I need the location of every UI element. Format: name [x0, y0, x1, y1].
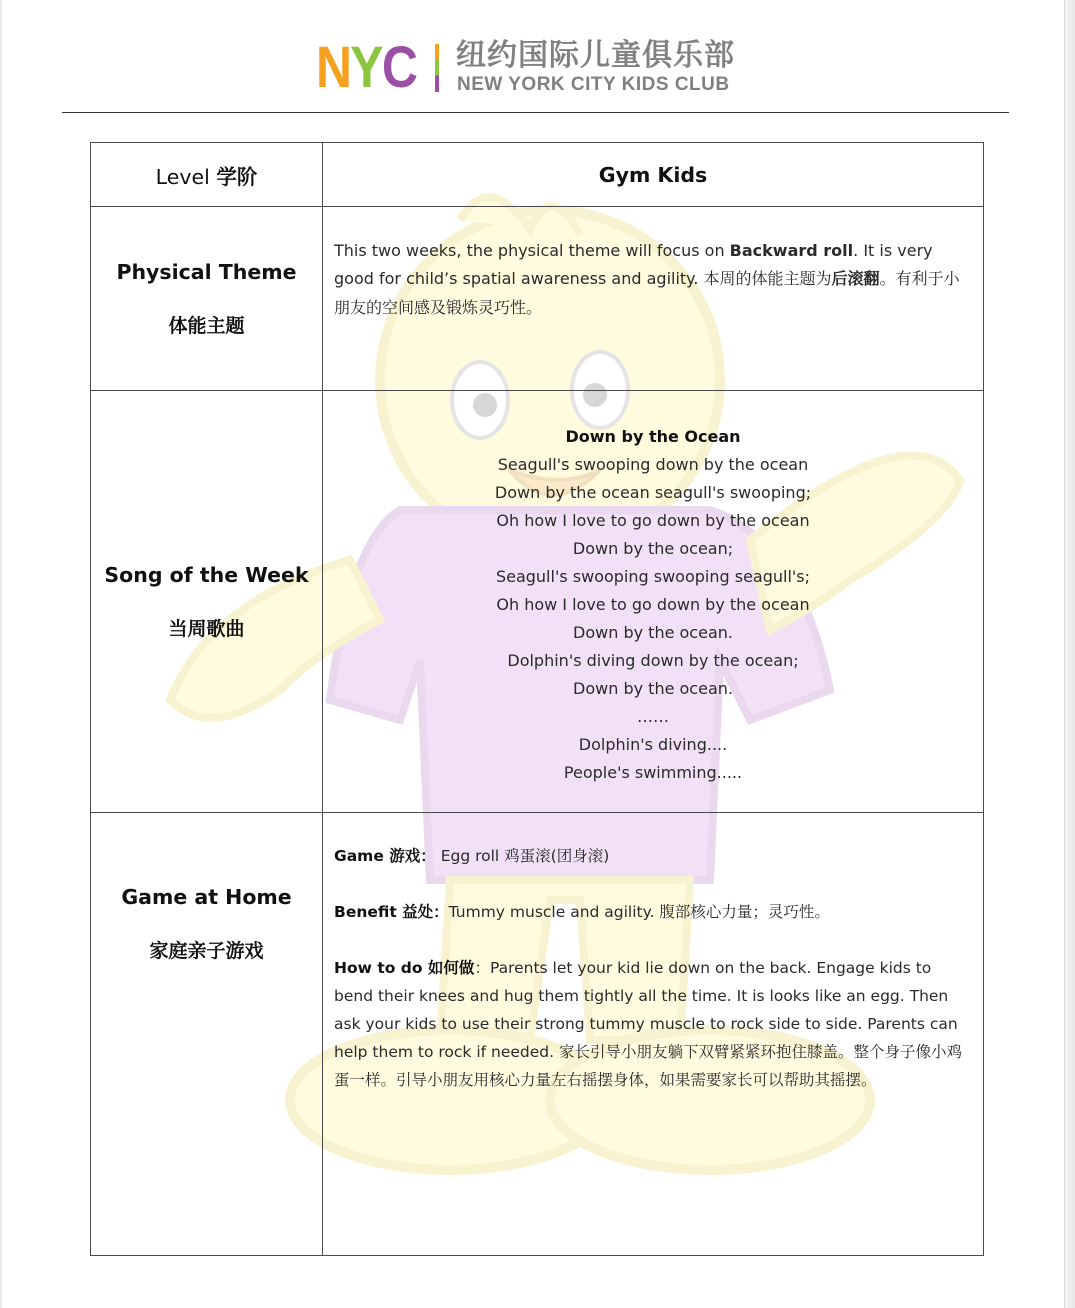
game-row [91, 813, 984, 1256]
physical-theme-text [324, 237, 982, 323]
song-label-cn: 当周歌曲 [168, 617, 245, 640]
benefit-line [334, 898, 972, 926]
physical-theme-label-cell [91, 207, 323, 391]
level-label-cell [91, 143, 323, 207]
lyric-line: People's swimming..... [563, 762, 743, 782]
theme-text-part: . It is very good for child’s spatial awareness and agility. 本周的体能主题为 [334, 240, 933, 289]
level-row [91, 143, 984, 207]
lyric-line: Seagull's swooping swooping seagull's; [495, 566, 811, 586]
benefit-label: Benefit 益处： [334, 903, 449, 921]
lyric-line: Oh how I love to go down by the ocean [496, 594, 810, 614]
game-details [324, 842, 982, 1094]
lyric-line: Down by the ocean. [573, 678, 733, 698]
game-content-cell [323, 813, 984, 1256]
logo-letter-y: Y [350, 35, 382, 100]
game-name-label: Game 游戏： [334, 847, 436, 865]
physical-theme-label-cn: 体能主题 [168, 314, 245, 337]
lesson-table [90, 142, 984, 1256]
lyric-line: Down by the ocean. [573, 622, 733, 642]
club-header [0, 36, 1075, 100]
theme-text-part: 。有利于小朋友的空间感及锻炼灵巧性。 [334, 269, 960, 317]
spacer [334, 926, 972, 954]
lyric-line: …… [637, 706, 669, 726]
spacer [334, 870, 972, 898]
logo-english-name: NEW YORK CITY KIDS CLUB [457, 74, 730, 95]
logo-letter-c: C [381, 35, 417, 100]
song-row [91, 391, 984, 813]
song-label-cell [91, 391, 323, 813]
lyric-line: Down by the ocean; [572, 538, 734, 558]
song-content-cell [323, 391, 984, 813]
physical-theme-label-en: Physical Theme [116, 259, 297, 284]
level-value: Gym Kids [598, 162, 708, 187]
theme-text-part: This two weeks, the physical theme will focus on [334, 240, 730, 260]
game-name-line [334, 842, 972, 870]
page-edge-right [1064, 0, 1075, 1308]
howto-line [334, 954, 972, 1094]
physical-theme-row [91, 207, 984, 391]
theme-skill-name: Backward roll [729, 240, 854, 260]
lyric-line: Seagull's swooping down by the ocean [497, 454, 809, 474]
level-label-cn: 学阶 [216, 164, 258, 189]
level-value-cell [323, 143, 984, 207]
physical-theme-content-cell [323, 207, 984, 391]
nyc-logo [316, 35, 417, 100]
howto-label: How to do 如何做 [334, 959, 475, 977]
logo-chinese-name: 纽约国际儿童俱乐部 [456, 38, 735, 73]
lyric-line: Oh how I love to go down by the ocean [496, 510, 810, 530]
game-name-value: Egg roll 鸡蛋滚(团身滚) [440, 847, 610, 865]
lyric-line: Dolphin's diving down by the ocean; [507, 650, 799, 670]
lyric-line: Dolphin's diving.... [578, 734, 728, 754]
logo-divider [435, 44, 439, 92]
lyric-line: Down by the ocean seagull's swooping; [494, 482, 812, 502]
header-rule [62, 112, 1009, 113]
howto-value: ：Parents let your kid lie down on the back. Engage kids to bend their knees and hug them tightly all the time. It is looks like an egg. Then ask your kids to use their strong tummy muscle to rock side to side. Parents can help them to rock if needed. 家长引导小朋友躺下双臂紧紧环抱住膝盖。整个身子像小鸡蛋一样。引导小朋友用核心力量左右摇摆身体，如果需要家长可以帮助其摇摆。 [334, 959, 962, 1089]
page-edge-left [0, 0, 2, 1308]
song-title: Down by the Ocean [565, 426, 741, 446]
song-lyrics [324, 417, 982, 787]
logo-letter-n: N [316, 35, 351, 100]
benefit-value: Tummy muscle and agility. 腹部核心力量；灵巧性。 [448, 903, 830, 921]
game-label-cell [91, 813, 323, 1256]
game-label-en: Game at Home [121, 885, 292, 909]
level-label-en: Level [155, 164, 210, 189]
theme-skill-name-cn: 后滚翻 [831, 269, 880, 289]
song-label-en: Song of the Week [104, 562, 309, 587]
game-label-cn: 家庭亲子游戏 [149, 940, 264, 962]
